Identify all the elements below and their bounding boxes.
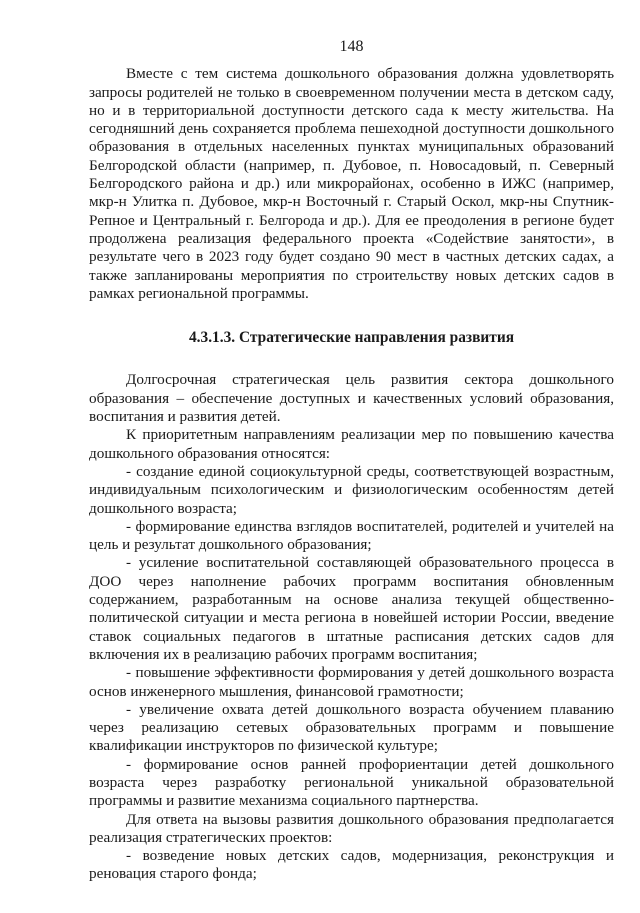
paragraph-goal: Долгосрочная стратегическая цель развития сектора дошкольного образования – обеспечение доступных и качественных условий образования, воспитания и развития детей.: [89, 371, 614, 426]
list-item-engineering-thinking: - повышение эффективности формирования у детей дошкольного возраста основ инженерного мышления, финансовой грамотности;: [89, 664, 614, 700]
list-item-new-kindergartens: - возведение новых детских садов, модернизация, реконструкция и реновация старого фонда;: [89, 847, 614, 883]
section-heading: 4.3.1.3. Стратегические направления развития: [188, 329, 515, 347]
list-item-sociocultural-environment: - создание единой социокультурной среды, соответствующей возрастным, индивидуальным психологическим и физиологическим особенностям детей дошкольного возраста;: [89, 462, 614, 517]
paragraph-strategic-projects-intro: Для ответа на вызовы развития дошкольного образования предполагается реализация стратегических проектов:: [89, 810, 614, 846]
list-item-upbringing-component: - усиление воспитательной составляющей образовательного процесса в ДОО через наполнение рабочих программ воспитания обновленным содержанием, разработанным на основе анализа текущей общественно-политической ситуации и места региона в новейшей истории России, введение ставок социальных педагогов в штатные расписания детских садов для включения их в реализацию рабочих программ воспитания;: [89, 554, 614, 663]
intro-paragraph: Вместе с тем система дошкольного образования должна удовлетворять запросы родителей не только в своевременном получении места в детском саду, но и в территориальной доступности детского сада к месту жительства. На сегодняшний день сохраняется проблема пешеходной доступности дошкольного образования в отдельных населенных пунктах муниципальных образований Белгородской области (например, п. Дубовое, п. Новосадовый, п. Северный Белгородского района и др.) или микрорайонах, особенно в ИЖС (например, мкр-н Улитка п. Дубовое, мкр-н Восточный г. Старый Оскол, мкр-ны Спутник-Репное и Центральный г. Белгорода и др.). Для ее преодоления в регионе будет продолжена реализация федерального проекта «Содействие занятости», в результате чего в 2023 году будет создано 90 мест в частных детских садах, а также запланированы мероприятия по строительству новых детских садов в рамках региональной программы.: [89, 65, 614, 302]
paragraph-priorities-intro: К приоритетным направлениям реализации мер по повышению качества дошкольного образования относятся:: [89, 426, 614, 462]
page-number: 148: [339, 38, 364, 55]
list-item-unity-of-views: - формирование единства взглядов воспитателей, родителей и учителей на цель и результат дошкольного образования;: [89, 517, 614, 554]
list-item-career-guidance: - формирование основ ранней профориентации детей дошкольного возраста через разработку региональной уникальной образовательной программы и развитие механизма социального партнерства.: [89, 755, 614, 810]
list-item-swimming-training: - увеличение охвата детей дошкольного возраста обучением плаванию через реализацию сетевых образовательных программ и повышение квалификации инструкторов по физической культуре;: [89, 700, 614, 755]
